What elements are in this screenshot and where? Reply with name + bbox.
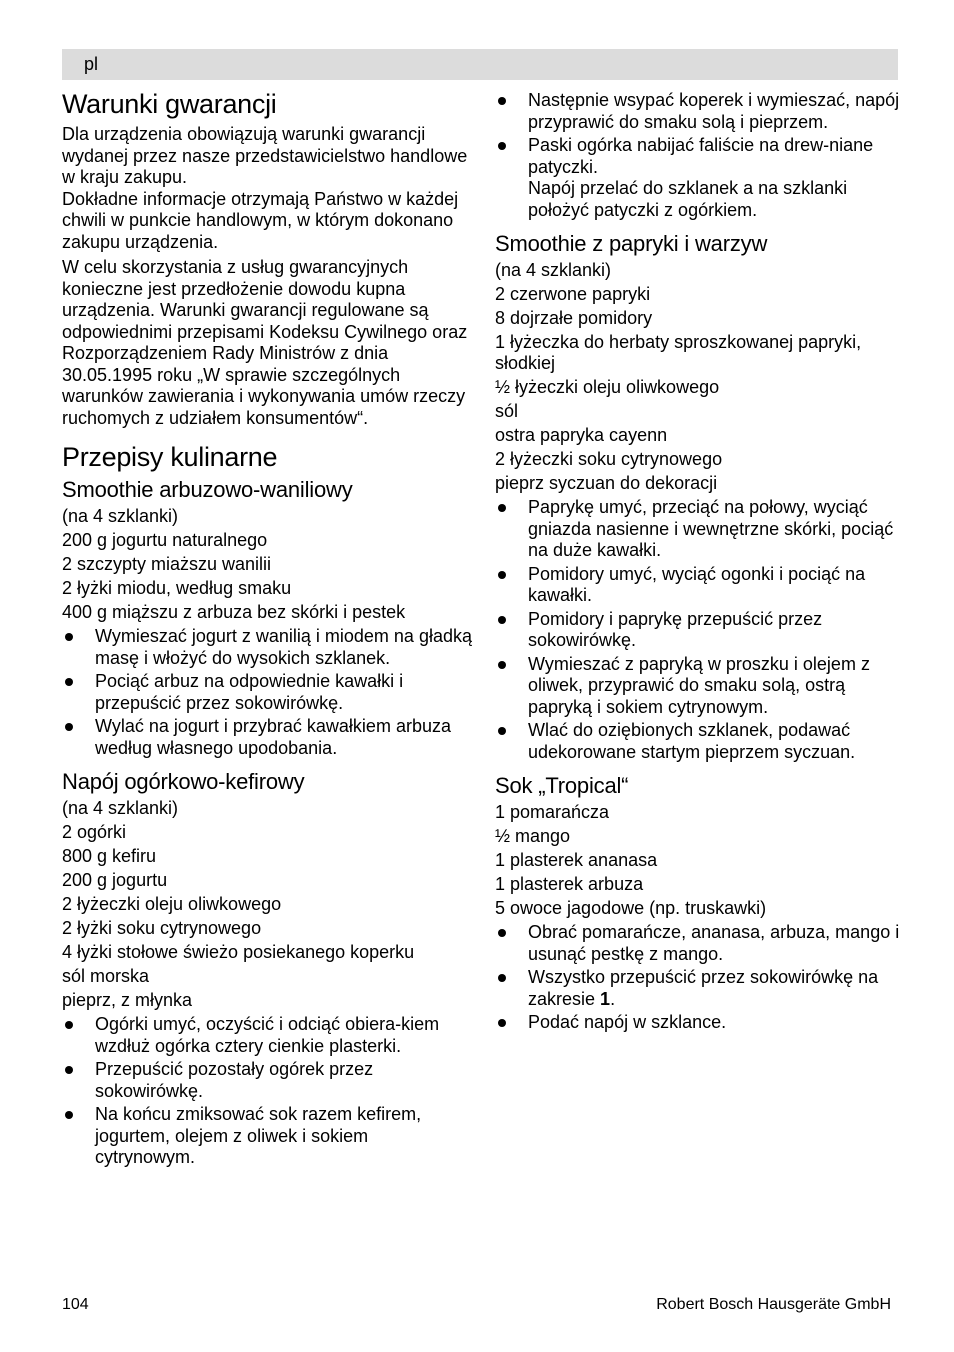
- ingredient: pieprz, z młynka: [62, 990, 193, 1010]
- ingredient: 200 g jogurtu: [62, 870, 168, 890]
- recipe-2-title: Napój ogórkowo-kefirowy: [62, 769, 305, 794]
- step: Obrać pomarańcze, ananasa, arbuza, mango i usunąć pestkę z mango.: [495, 922, 905, 965]
- ingredient: 2 łyżki soku cytrynowego: [62, 918, 262, 938]
- step-line: Napój przelać do szklanek a na szklanki położyć patyczki z ogórkiem.: [528, 178, 848, 220]
- step: Wymieszać jogurt z wanilią i miodem na gładką masę i włożyć do wysokich szklanek.: [62, 626, 472, 669]
- ingredient: 2 czerwone papryki: [495, 284, 651, 304]
- recipes-title: Przepisy kulinarne: [62, 442, 278, 472]
- step: Podać napój w szklance.: [495, 1012, 905, 1034]
- step: Wylać na jogurt i przybrać kawałkiem arbuza według własnego upodobania.: [62, 716, 472, 759]
- recipe-1-ingredients: [62, 506, 472, 623]
- ingredient: sól morska: [62, 966, 150, 986]
- left-column: [62, 88, 472, 1171]
- ingredient: 400 g miąższu z arbuza bez skórki i pestek: [62, 602, 406, 622]
- recipe-4-steps: [495, 922, 905, 1034]
- recipe-2-steps: [62, 1014, 472, 1169]
- ingredient: (na 4 szklanki): [62, 506, 179, 526]
- ingredient: 2 szczypty miaższu wanilii: [62, 554, 272, 574]
- step: Wlać do oziębionych szklanek, podawać udekorowane startym pieprzem syczuan.: [495, 720, 905, 763]
- step: Pociąć arbuz na odpowiednie kawałki i przepuścić przez sokowirówkę.: [62, 671, 472, 714]
- ingredient: 1 plasterek arbuza: [495, 874, 644, 894]
- warranty-paragraph-3: W celu skorzystania z usług gwarancyjnych konieczne jest przedłożenie dowodu kupna urządzenia. Warunki gwarancji regulowane są odpowiednimi przepisami Kodeksu Cywilnego oraz Rozporządzeniem Rady Ministrów z dnia 30.05.1995 roku „W sprawie szczególnych warunków zawierania i wykonywania umów rzeczy ruchomych z udziałem konsumentów“.: [62, 257, 468, 428]
- step: Ogórki umyć, oczyścić i odciąć obiera-kiem wzdłuż ogórka cztery cienkie plasterki.: [62, 1014, 472, 1057]
- ingredient: 200 g jogurtu naturalnego: [62, 530, 268, 550]
- recipe-3-steps: [495, 497, 905, 763]
- ingredient: 5 owoce jagodowe (np. truskawki): [495, 898, 767, 918]
- page-number: 104: [62, 1296, 89, 1313]
- recipe-4-title: Sok „Tropical“: [495, 773, 629, 798]
- ingredient: 2 łyżeczki soku cytrynowego: [495, 449, 723, 469]
- warranty-paragraph-1: Dla urządzenia obowiązują warunki gwarancji wydanej przez nasze przedstawicielstwo handlowe w kraju zakupu.: [62, 124, 468, 187]
- recipe-1-title: Smoothie arbuzowo-waniliowy: [62, 477, 353, 502]
- ingredient: sól: [495, 401, 519, 421]
- ingredient: 1 plasterek ananasa: [495, 850, 658, 870]
- step: Wszystko przepuścić przez sokowirówkę na zakresie 1.: [495, 967, 905, 1010]
- ingredient: pieprz syczuan do dekoracji: [495, 473, 718, 493]
- ingredient: 2 łyżki miodu, według smaku: [62, 578, 292, 598]
- ingredient: 8 dojrzałe pomidory: [495, 308, 653, 328]
- ingredient: (na 4 szklanki): [62, 798, 179, 818]
- step: Pomidory i paprykę przepuścić przez sokowirówkę.: [495, 609, 905, 652]
- step: Następnie wsypać koperek i wymieszać, napój przyprawić do smaku solą i pieprzem.: [495, 90, 905, 133]
- ingredient: 2 ogórki: [62, 822, 127, 842]
- language-code: pl: [84, 54, 99, 74]
- step: [495, 135, 905, 221]
- warranty-title: Warunki gwarancji: [62, 89, 277, 119]
- right-column: [495, 90, 905, 1036]
- ingredient: ostra papryka cayenn: [495, 425, 668, 445]
- ingredient: 1 pomarańcza: [495, 802, 610, 822]
- recipe-2-steps-continued: [495, 90, 905, 221]
- recipe-1-steps: [62, 626, 472, 759]
- recipe-3-title: Smoothie z papryki i warzyw: [495, 231, 768, 256]
- recipe-4-ingredients: [495, 802, 905, 919]
- step-text: Wszystko przepuścić przez sokowirówkę na zakresie: [528, 967, 879, 1009]
- language-bar: [62, 49, 898, 80]
- step: Przepuścić pozostały ogórek przez sokowirówkę.: [62, 1059, 472, 1102]
- company-name: Robert Bosch Hausgeräte GmbH: [656, 1296, 891, 1313]
- ingredient: ½ mango: [495, 826, 571, 846]
- step: Pomidory umyć, wyciąć ogonki i pociąć na kawałki.: [495, 564, 905, 607]
- ingredient: ½ łyżeczki oleju oliwkowego: [495, 377, 720, 397]
- ingredient: (na 4 szklanki): [495, 260, 612, 280]
- step: Wymieszać z papryką w proszku i olejem z oliwek, przyprawić do smaku solą, ostrą papryką i sokiem cytrynowym.: [495, 654, 905, 719]
- recipe-2-ingredients: [62, 798, 472, 1011]
- step-line: Paski ogórka nabijać faliście na drew-niane patyczki.: [528, 135, 874, 177]
- ingredient: 4 łyżki stołowe świeżo posiekanego koperku: [62, 942, 415, 962]
- ingredient: 2 łyżeczki oleju oliwkowego: [62, 894, 282, 914]
- step: Paprykę umyć, przeciąć na połowy, wyciąć gniazda nasienne i wewnętrzne skórki, pociąć na duże kawałki.: [495, 497, 905, 562]
- recipe-3-ingredients: [495, 260, 905, 494]
- ingredient: 1 łyżeczka do herbaty sproszkowanej papryki, słodkiej: [495, 332, 862, 373]
- step: Na końcu zmiksować sok razem kefirem, jogurtem, olejem z oliwek i sokiem cytrynowym.: [62, 1104, 472, 1169]
- ingredient: 800 g kefiru: [62, 846, 157, 866]
- setting-number: 1: [600, 988, 611, 1009]
- warranty-paragraph-2: Dokładne informacje otrzymają Państwo w każdej chwili w punkcie handlowym, w którym dokonano zakupu urządzenia.: [62, 188, 459, 252]
